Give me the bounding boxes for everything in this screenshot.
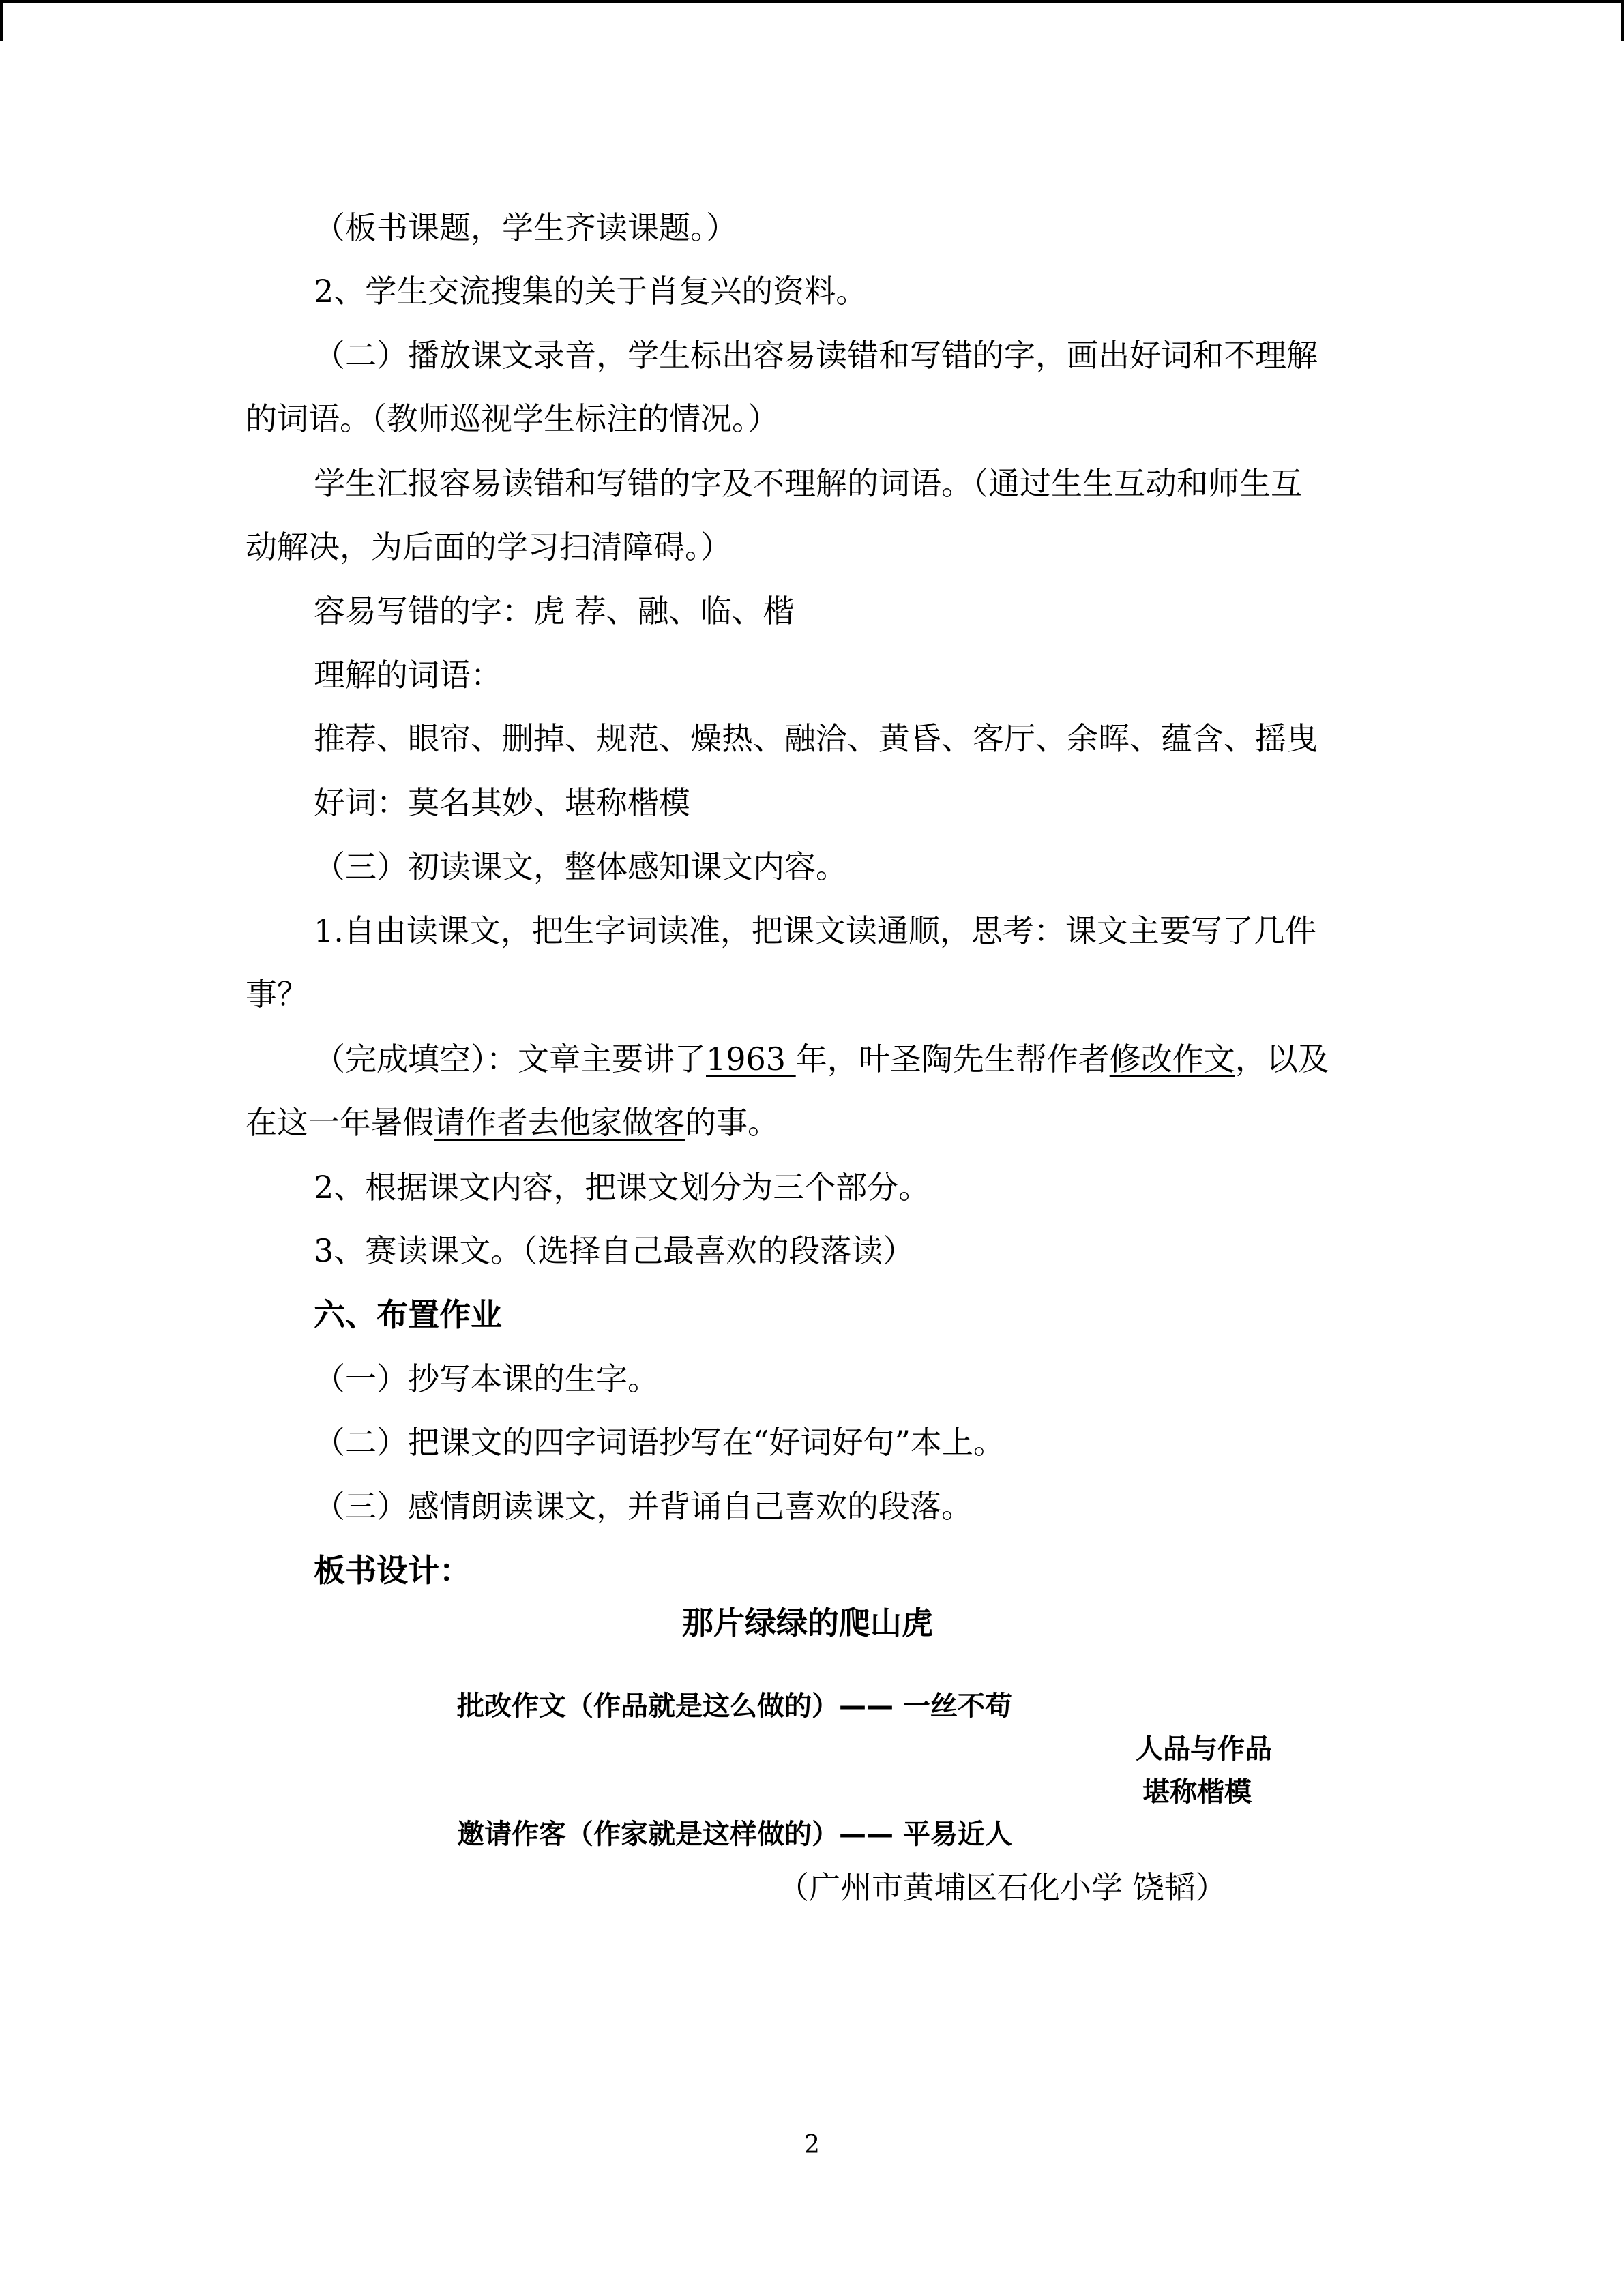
paragraph: （三）初读课文，整体感知课文内容。 <box>314 848 847 885</box>
paragraph: 1.自由读课文，把生字词读准，把课文读通顺，思考：课文主要写了几件 <box>314 912 1316 949</box>
board-title: 那片绿绿的爬山虎 <box>682 1605 933 1641</box>
text: 在这一年暑假 <box>246 1104 434 1141</box>
text: 的事。 <box>685 1104 779 1141</box>
board-heading: 板书设计： <box>314 1552 471 1589</box>
right-border-tick <box>1621 0 1624 41</box>
paragraph: 3、赛读课文。（选择自己最喜欢的段落读） <box>314 1232 915 1269</box>
paragraph: 2、根据课文内容，把课文划分为三个部分。 <box>314 1169 930 1206</box>
paragraph: （二）播放课文录音，学生标出容易读错和写错的字，画出好词和不理解 <box>314 337 1318 374</box>
homework-item: （一）抄写本课的生字。 <box>314 1360 659 1397</box>
text: （完成填空）：文章主要讲了 <box>314 1041 706 1077</box>
fill-blank-line <box>246 1102 779 1143</box>
board-right-1: 人品与作品 <box>1136 1733 1272 1765</box>
paragraph: 动解决，为后面的学习扫清障碍。） <box>246 528 732 565</box>
paragraph: 2、学生交流搜集的关于肖复兴的资料。 <box>314 273 868 310</box>
paragraph: 学生汇报容易读错和写错的字及不理解的词语。（通过生生互动和师生互 <box>314 465 1302 502</box>
section-heading: 六、布置作业 <box>314 1296 502 1333</box>
paragraph: 好词：莫名其妙、堪称楷模 <box>314 784 690 821</box>
blank-answer-1: 修改作文 <box>1109 1041 1235 1077</box>
fill-blank-line <box>314 1039 1329 1079</box>
paragraph: 事？ <box>246 976 308 1013</box>
top-border-line <box>0 0 1624 3</box>
author-credit: （广州市黄埔区石化小学 饶韬） <box>778 1869 1227 1906</box>
paragraph: 推荐、眼帘、删掉、规范、燥热、融洽、黄昏、客厅、余晖、蕴含、摇曳 <box>314 720 1318 757</box>
board-right-2: 堪称楷模 <box>1142 1776 1252 1808</box>
homework-item: （二）把课文的四字词语抄写在“好词好句”本上。 <box>314 1424 1005 1461</box>
board-row-1: 批改作文（作品就是这么做的）—— 一丝不苟 <box>457 1690 1012 1722</box>
blank-answer-year: 1963 <box>706 1041 796 1077</box>
blank-answer-2: 请作者去他家做客 <box>434 1104 685 1141</box>
page-number: 2 <box>804 2131 820 2159</box>
paragraph: 的词语。（教师巡视学生标注的情况。） <box>246 400 779 437</box>
text: ，以及 <box>1235 1041 1329 1077</box>
left-border-tick <box>0 0 3 41</box>
paragraph: （板书课题，学生齐读课题。） <box>314 209 737 246</box>
text: 年，叶圣陶先生帮作者 <box>795 1041 1110 1077</box>
paragraph: 容易写错的字：虎 荐、融、临、楷 <box>314 593 795 629</box>
paragraph: 理解的词语： <box>314 657 502 694</box>
board-row-2: 邀请作客（作家就是这样做的）—— 平易近人 <box>457 1819 1012 1850</box>
homework-item: （三）感情朗读课文，并背诵自己喜欢的段落。 <box>314 1488 973 1525</box>
